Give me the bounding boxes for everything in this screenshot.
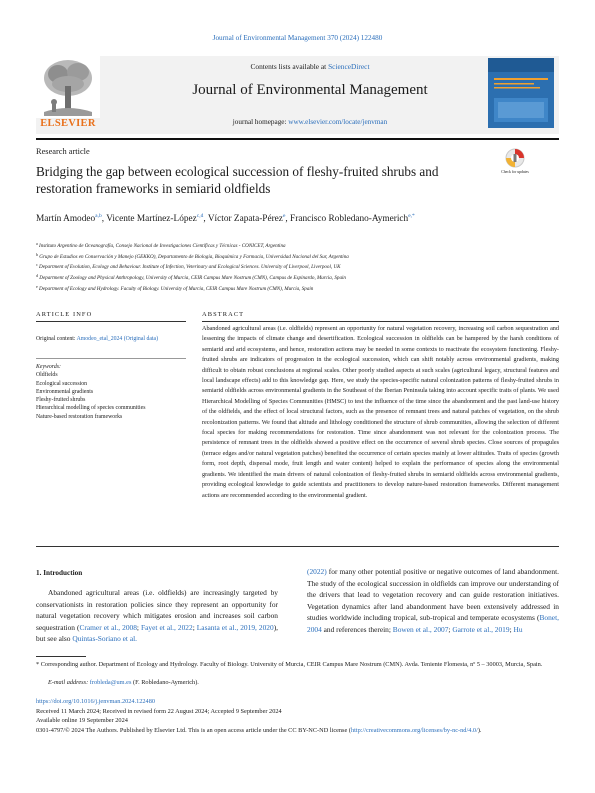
sciencedirect-link[interactable]: ScienceDirect xyxy=(328,62,370,71)
original-content xyxy=(36,335,186,344)
citation-link[interactable]: Garrote et al., 2019 xyxy=(452,624,510,634)
received-dates: Received 11 March 2024; Received in revised form 22 August 2024; Accepted 9 September 2024 xyxy=(36,707,282,715)
abstract-rule xyxy=(202,321,559,322)
homepage-prefix: journal homepage: xyxy=(232,118,289,126)
affiliation-text: Grupo de Estudios en Conservación y Manejo (GEKKO), Departamento de Biología, Bioquímica y Farmacia, Universidad Nacional del Sur, Argentina xyxy=(38,253,349,260)
citation-link[interactable]: Hu xyxy=(513,624,523,634)
author-affiliation-marker[interactable]: c,d xyxy=(196,213,204,219)
contents-line xyxy=(120,62,500,71)
body-text: ), but see also xyxy=(36,622,278,644)
body-text: ; xyxy=(448,624,453,634)
affiliation-marker: b xyxy=(36,251,38,257)
citation-link[interactable]: Bonet, 2004 xyxy=(307,613,559,634)
article-info-label: ARTICLE INFO xyxy=(36,311,93,318)
keywords-block xyxy=(36,363,186,421)
license-link[interactable]: http://creativecommons.org/licenses/by-nc-nd/4.0/ xyxy=(350,727,478,735)
affiliation-text: Department of Zoology and Physical Anthropology, University of Murcia, CEIR Campus Mare Nostrum (CMN), Campus de Espinardo, Murcia, Spain xyxy=(38,275,346,282)
keywords-heading: Keywords: xyxy=(36,364,61,370)
body-text: and references therein; xyxy=(321,624,393,634)
header-rule xyxy=(36,138,559,140)
keyword-item: Fleshy-fruited shrubs xyxy=(36,397,86,404)
abstract-label: ABSTRACT xyxy=(202,311,245,318)
citation-link[interactable]: Lasanta et al., 2019, 2020 xyxy=(196,622,274,632)
author-name: Víctor Zapata-Pérez xyxy=(207,214,283,224)
affiliation-item xyxy=(36,272,559,283)
keyword-item: Ecological succession xyxy=(36,380,88,387)
email-line xyxy=(48,679,199,686)
original-content-prefix: Original content: xyxy=(36,336,77,342)
contents-prefix: Contents lists available at xyxy=(250,62,329,71)
body-text: ; xyxy=(509,624,514,634)
affiliation-text: Department of Ecology and Hydrology. Faculty of Biology. University of Murcia, CEIR Campus Mare Nostrum (CMN), Murcia, Spain xyxy=(37,285,314,292)
elsevier-wordmark: ELSEVIER xyxy=(40,118,96,129)
author-name: Francisco Robledano-Aymerich xyxy=(290,214,409,224)
abstract-text: Abandoned agricultural areas (i.e. oldfields) represent an opportunity for natural vegetation recovery, increasing soil carbon sequestration and lessening the impacts of climate change and desertification. Ecological succession in oldfields can be hampered by the harsh conditions of semiarid and arid ecosystems, and hence, restoration actions may be needed in some contexts to reactivate the ecosystem functioning. Fleshy-fruited shrubs are indicators of progression in the ecological succession, which can shift notably across environmental gradients, making difficult to obtain robust conclusions at regional scales. Other poorly studied aspects at such scales (agricultural legacy, structural features and local landscape effects) add to this knowledge gap. Here, we study the species-specific natural colonization patterns of fleshy-fruited shrubs in semiarid oldfields across environmental gradients in the Southeast of the Iberian Peninsula taking into account specific traits of plants. We used Hierarchical Modelling of Species Communities (HMSC) to test the influence of the time since the abandonment and the past land-use history of the oldfields, and the effect of local structural factors, such as the presence of remnant trees and natural patches of vegetation, on the shrub recolonization patterns. We found that altitude and lithology conditioned the structure of shrub communities, allowing the selection of different focal species for making recommendations for restoration. Time since abandonment was not relevant for the colonization process. The persistence of remnant trees in the oldfields showed a positive effect on the occurrence of several shrub species. Close sources of propagules (terrace edges and/or natural vegetation patches) benefited the occurrence of certain species mainly at lower altitudes. Traits of species (growth form, root depth, dispersal mode, fruit length and water content) helped to explain the performance of species along the environmental gradients. We identified the main drivers of natural colonization of fleshy-fruited shrubs in semiarid oldfields across environmental gradients, providing ecological knowledge to guide scientists and practitioners to develop nature-based restoration frameworks. Different management actions are recommended according to the environmental gradient. xyxy=(202,325,559,499)
affiliation-text: Department of Evolution, Ecology and Behaviour. Institute of Infection, Veterinary and Ecological Sciences. University of Liverpool, Liverpool, UK xyxy=(37,264,341,271)
license-suffix: ). xyxy=(477,727,482,735)
email-suffix: (F. Robledano-Aymerich). xyxy=(131,679,199,686)
available-online: Available online 19 September 2024 xyxy=(36,717,128,725)
abstract-bottom-rule xyxy=(36,546,559,547)
article-type: Research article xyxy=(36,147,90,156)
license-prefix: 0301-4797/© 2024 The Authors. Published by Elsevier Ltd. This is an open access article under the CC BY-NC-ND license ( xyxy=(36,727,351,735)
footnote-rule xyxy=(36,656,86,657)
affiliation-item xyxy=(36,251,559,262)
journal-reference[interactable]: Journal of Environmental Management 370 (2024) 122480 xyxy=(212,34,383,42)
homepage-line xyxy=(120,118,500,126)
author-affiliation-marker[interactable]: e xyxy=(282,213,286,219)
body-text: for many other potential positive or negative outcomes of land abandonment. The study of the ecological succession in oldfields can improve our understanding of the drivers that lead to vegetation recovery and can guide restoration initiatives. Vegetation dynamics after land abandonment have been extensively addressed in studies worldwide including tropical, sub-tropical and temperate ecosystems ( xyxy=(307,567,559,623)
section-heading-introduction: 1. Introduction xyxy=(36,569,83,577)
citation-link[interactable]: (2022) xyxy=(307,567,327,576)
author-list xyxy=(36,209,516,226)
author-affiliation-marker[interactable]: e,* xyxy=(408,213,415,219)
citation-link[interactable]: Cramer et al., 2008 xyxy=(79,622,137,632)
corresponding-author-footnote: * Corresponding author. Department of Ecology and Hydrology. Faculty of Biology. University of Murcia, CEIR Campus Mare Nostrum (CMN). Avda. Teniente Flomesta, nº 5 – 30003, Murcia, Spain. xyxy=(36,661,543,668)
author-separator: , xyxy=(285,214,291,224)
affiliation-text: Instituto Argentino de Oceanografía, Consejo Nacional de Investigaciones Científicas y Técnicas - CONICET, Argentina xyxy=(37,243,286,249)
license-line xyxy=(36,726,559,736)
doi-link[interactable]: https://doi.org/10.1016/j.jenvman.2024.122480 xyxy=(36,698,155,705)
affiliations-list xyxy=(36,240,559,294)
article-footer xyxy=(36,697,559,736)
introduction-column-2 xyxy=(307,566,559,636)
affiliation-item xyxy=(36,261,559,272)
keyword-item: Environmental gradients xyxy=(36,388,94,395)
author-affiliation-marker[interactable]: a,b xyxy=(95,213,102,219)
original-data-link[interactable]: Amodeo_etal_2024 (Original data) xyxy=(76,336,159,342)
body-text: Abandoned agricultural areas (i.e. oldfields) are increasingly targeted by conservationists in restoration policies since they represent an opportunity for natural vegetation recovery which mitigates erosion and increases soil carbon sequestration ( xyxy=(36,588,278,632)
citation-link[interactable]: Quintas-Soriano et al. xyxy=(72,634,137,644)
keyword-item: Nature-based restoration frameworks xyxy=(36,413,123,420)
introduction-column-1 xyxy=(36,587,278,645)
citation-link[interactable]: Bowen et al., 2007 xyxy=(392,624,449,634)
affiliation-item xyxy=(36,283,559,294)
affiliation-marker: c xyxy=(36,262,38,268)
affiliation-marker: a xyxy=(36,241,38,246)
paper-title: Bridging the gap between ecological succession of fleshy-fruited shrubs and restoration frameworks in semiarid oldfields xyxy=(36,164,439,196)
affiliation-item xyxy=(36,240,559,251)
body-text: ; xyxy=(136,622,142,632)
body-text: ; xyxy=(192,622,197,632)
article-info-rule xyxy=(36,321,186,322)
email-link[interactable]: frobleda@um.es xyxy=(89,679,132,686)
keywords-rule xyxy=(36,358,186,359)
affiliation-marker: e xyxy=(36,283,38,289)
citation-link[interactable]: Fayet et al., 2022 xyxy=(141,622,193,632)
journal-cover-image xyxy=(488,58,554,128)
keyword-item: Hierarchical modelling of species communities xyxy=(36,405,146,412)
affiliation-marker: d xyxy=(36,273,38,279)
author-name: Vicente Martínez-López xyxy=(106,214,197,224)
author-separator: , xyxy=(203,214,208,224)
author-separator: , xyxy=(101,214,107,224)
journal-title: Journal of Environmental Management xyxy=(192,82,428,98)
author-name: Martín Amodeo xyxy=(36,214,96,224)
keyword-item: Oldfields xyxy=(36,372,58,379)
homepage-link[interactable]: www.elsevier.com/locate/jenvman xyxy=(288,118,388,126)
email-label: E-mail address: xyxy=(48,679,90,686)
crossmark-label[interactable]: Check for updates xyxy=(501,170,529,174)
